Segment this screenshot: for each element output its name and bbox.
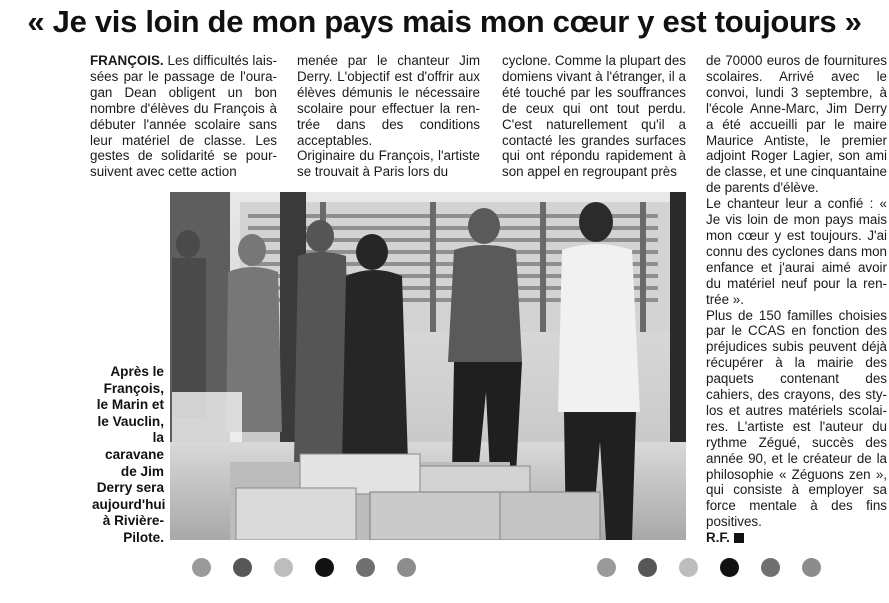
dot-icon (679, 558, 698, 577)
dot-icon (192, 558, 211, 577)
end-mark-icon (734, 533, 744, 543)
article-column-4 (706, 53, 887, 546)
article-column-1 (90, 53, 277, 180)
article-column-2 (297, 53, 480, 180)
dot-icon (274, 558, 293, 577)
paragraph: cyclone. Comme la plupart des domiens vivant à l'étranger, il a été touché par les souffrances de ceux qui ont tout perdu. C'est naturellement qu'il a contacté les grandes surfaces qui ont répondu rapidement à son appel en regroupant près (502, 53, 686, 180)
photo-illustration (170, 192, 686, 540)
paragraph: Plus de 150 familles choisies par le CCAS en fonction des préjudices subis peuvent déjà récupérer à la mairie des paquets contenant des cahiers, des crayons, des stylos et autres matériels scolaires. L'artiste est l'auteur du rythme Zégué, succès des année 90, et le créateur de la philosophie « Zéguons zen », qui consiste à employer sa force mentale à des fins positives. (706, 307, 887, 530)
paragraph: menée par le chanteur Jim Derry. L'objectif est d'offrir aux élèves démunis le nécessaire scolaire pour effectuer la rentrée dans des conditions acceptables. (297, 53, 480, 148)
photo-caption: Après le François, le Marin et le Vauclin, la caravane de Jim Derry sera aujourd'hui à Rivière-Pilote. (92, 364, 166, 545)
dot-icon (638, 558, 657, 577)
dot-icon (761, 558, 780, 577)
paragraph: Le chanteur leur a confié : « Je vis loin de mon pays mais mon cœur y est toujours. J'ai connu des cyclones dans mon enfance et j'aurai aimé avoir du matériel neuf pour la rentrée ». (706, 196, 887, 307)
paragraph: Originaire du François, l'artiste se trouvait à Paris lors du (297, 148, 480, 180)
article-photo (170, 192, 686, 540)
paragraph-text: Les difficultés laissées par le passage de l'ouragan Dean obligent un bon nombre d'élèves du François à débuter l'année scolaire sans leur matériel de classe. Les gestes de solidarité se poursuivent avec cette action (90, 53, 277, 180)
paragraph: de 70000 euros de fournitures scolaires. Arrivé avec le convoi, lundi 3 septembre, à l'école Anne-Marc, Jim Derry a été accueilli par le maire Maurice Antiste, le premier adjoint Roger Lagier, son ami de classe, et une cinquantaine de parents d'élève. (706, 53, 887, 196)
author-signature: R.F. (706, 530, 730, 546)
dateline: FRANÇOIS. (90, 53, 164, 68)
article-headline: « Je vis loin de mon pays mais mon cœur y est toujours » (27, 4, 862, 39)
dot-icon (397, 558, 416, 577)
decorative-dots-right (597, 558, 827, 578)
dot-icon (597, 558, 616, 577)
dot-icon (802, 558, 821, 577)
paragraph (90, 53, 277, 180)
dot-icon (233, 558, 252, 577)
signature-line (706, 530, 887, 546)
article-column-3 (502, 53, 686, 180)
decorative-dots-left (192, 558, 422, 578)
dot-icon (356, 558, 375, 577)
dot-icon (720, 558, 739, 577)
dot-icon (315, 558, 334, 577)
